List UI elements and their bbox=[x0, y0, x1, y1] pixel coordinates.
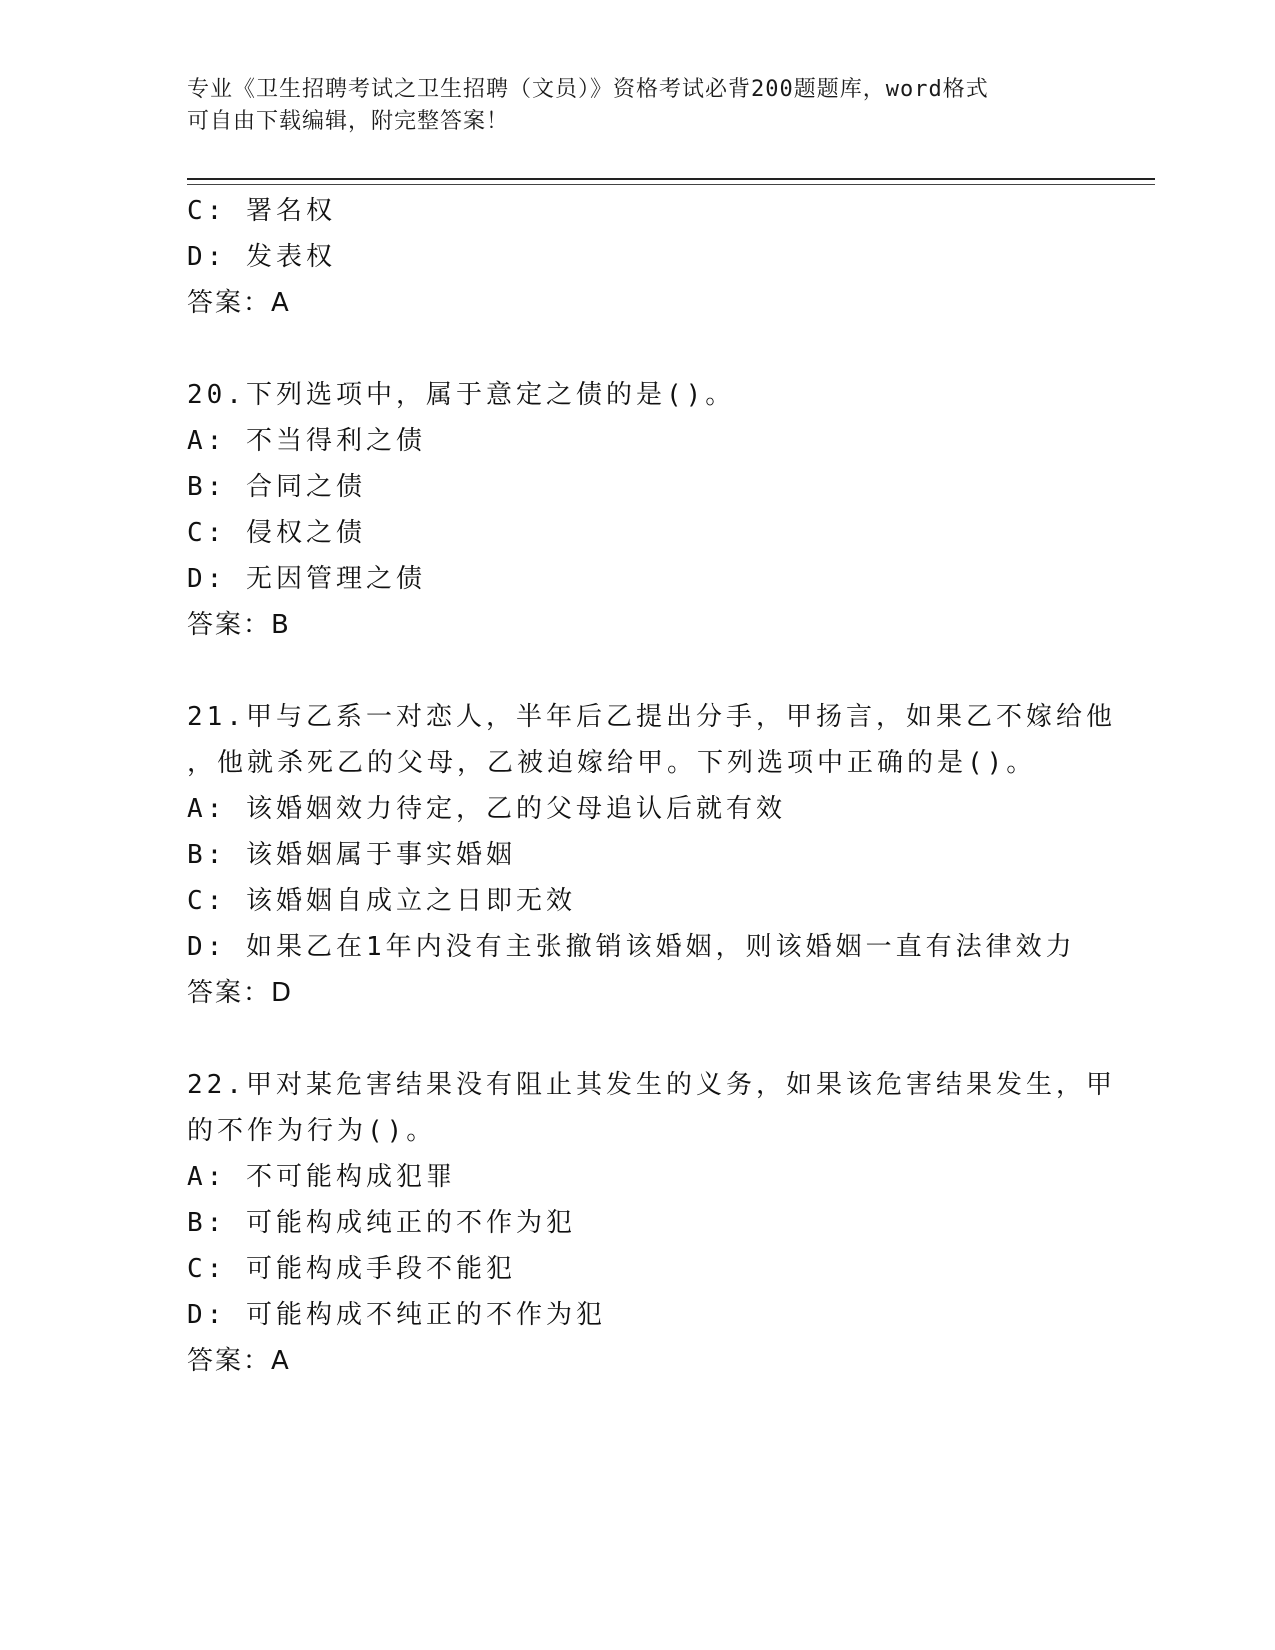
answer-line: 答案：A bbox=[187, 1346, 291, 1376]
question-text: 20.下列选项中，属于意定之债的是()。 bbox=[187, 380, 736, 410]
option-d: D: 无因管理之债 bbox=[187, 564, 426, 594]
option-d: D: 可能构成不纯正的不作为犯 bbox=[187, 1300, 606, 1330]
answer-line: 答案：D bbox=[187, 978, 294, 1008]
question-20 bbox=[187, 372, 1087, 648]
question-22 bbox=[187, 1062, 1116, 1384]
option-c: C: 可能构成手段不能犯 bbox=[187, 1254, 516, 1284]
option-d: D: 发表权 bbox=[187, 242, 336, 272]
document-body bbox=[187, 188, 1116, 1384]
option-b: B: 可能构成纯正的不作为犯 bbox=[187, 1208, 576, 1238]
option-c: C: 署名权 bbox=[187, 196, 336, 226]
question-text: 21.甲与乙系一对恋人，半年后乙提出分手，甲扬言，如果乙不嫁给他 bbox=[187, 702, 1116, 732]
option-b: B: 合同之债 bbox=[187, 472, 366, 502]
header-line-2: 可自由下载编辑，附完整答案！ bbox=[187, 109, 510, 134]
header-divider-thin bbox=[187, 184, 1155, 185]
document-header bbox=[187, 74, 1087, 138]
header-line-1: 专业《卫生招聘考试之卫生招聘（文员）》资格考试必背200题题库，word格式 bbox=[187, 77, 989, 102]
option-a: A: 不可能构成犯罪 bbox=[187, 1162, 456, 1192]
option-c: C: 侵权之债 bbox=[187, 518, 366, 548]
answer-line: 答案：A bbox=[187, 288, 291, 318]
header-divider-thick bbox=[187, 178, 1155, 180]
option-a: A: 不当得利之债 bbox=[187, 426, 426, 456]
option-a: A: 该婚姻效力待定，乙的父母追认后就有效 bbox=[187, 794, 786, 824]
option-d: D: 如果乙在1年内没有主张撤销该婚姻，则该婚姻一直有法律效力 bbox=[187, 932, 1076, 962]
question-21 bbox=[187, 694, 1116, 1016]
question-text-continued: ，他就杀死乙的父母，乙被迫嫁给甲。下列选项中正确的是()。 bbox=[187, 748, 1037, 778]
previous-question-tail bbox=[187, 188, 1087, 326]
option-c: C: 该婚姻自成立之日即无效 bbox=[187, 886, 576, 916]
answer-line: 答案：B bbox=[187, 610, 291, 640]
question-text: 22.甲对某危害结果没有阻止其发生的义务，如果该危害结果发生，甲 bbox=[187, 1070, 1116, 1100]
question-text-continued: 的不作为行为()。 bbox=[187, 1116, 437, 1146]
option-b: B: 该婚姻属于事实婚姻 bbox=[187, 840, 516, 870]
